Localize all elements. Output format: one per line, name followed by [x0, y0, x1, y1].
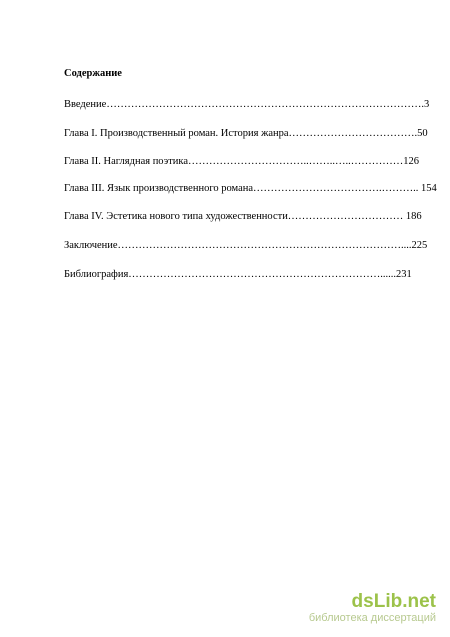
toc-title: Содержание	[64, 68, 122, 79]
toc-entry-chapter-2: Глава II. Наглядная поэтика……………………………..……..…..……………126	[64, 156, 420, 167]
toc-entry-chapter-1: Глава I. Производственный роман. История жанра……………………………….50	[64, 128, 428, 139]
logo-ds: ds	[351, 591, 374, 612]
logo-net: net	[407, 591, 436, 612]
logo-dot: .	[402, 591, 408, 612]
watermark-caption: библиотека диссертаций	[308, 612, 436, 624]
toc-entry-bibliography: Библиография………………………………………………………………......231	[64, 269, 412, 280]
toc-entry-conclusion: Заключение………………………………………………………………………....225	[64, 240, 428, 251]
toc-entry-chapter-4: Глава IV. Эстетика нового типа художественности…………………………… 186	[64, 211, 422, 222]
dslib-watermark	[309, 592, 436, 625]
toc-entry-introduction: Введение……………………………………………………………………………….3	[64, 99, 430, 110]
toc-entry-chapter-3: Глава III. Язык производственного романа……………………………….……….. 154	[64, 183, 437, 194]
logo-lib: Lib	[373, 591, 403, 612]
dslib-logo	[309, 592, 436, 612]
